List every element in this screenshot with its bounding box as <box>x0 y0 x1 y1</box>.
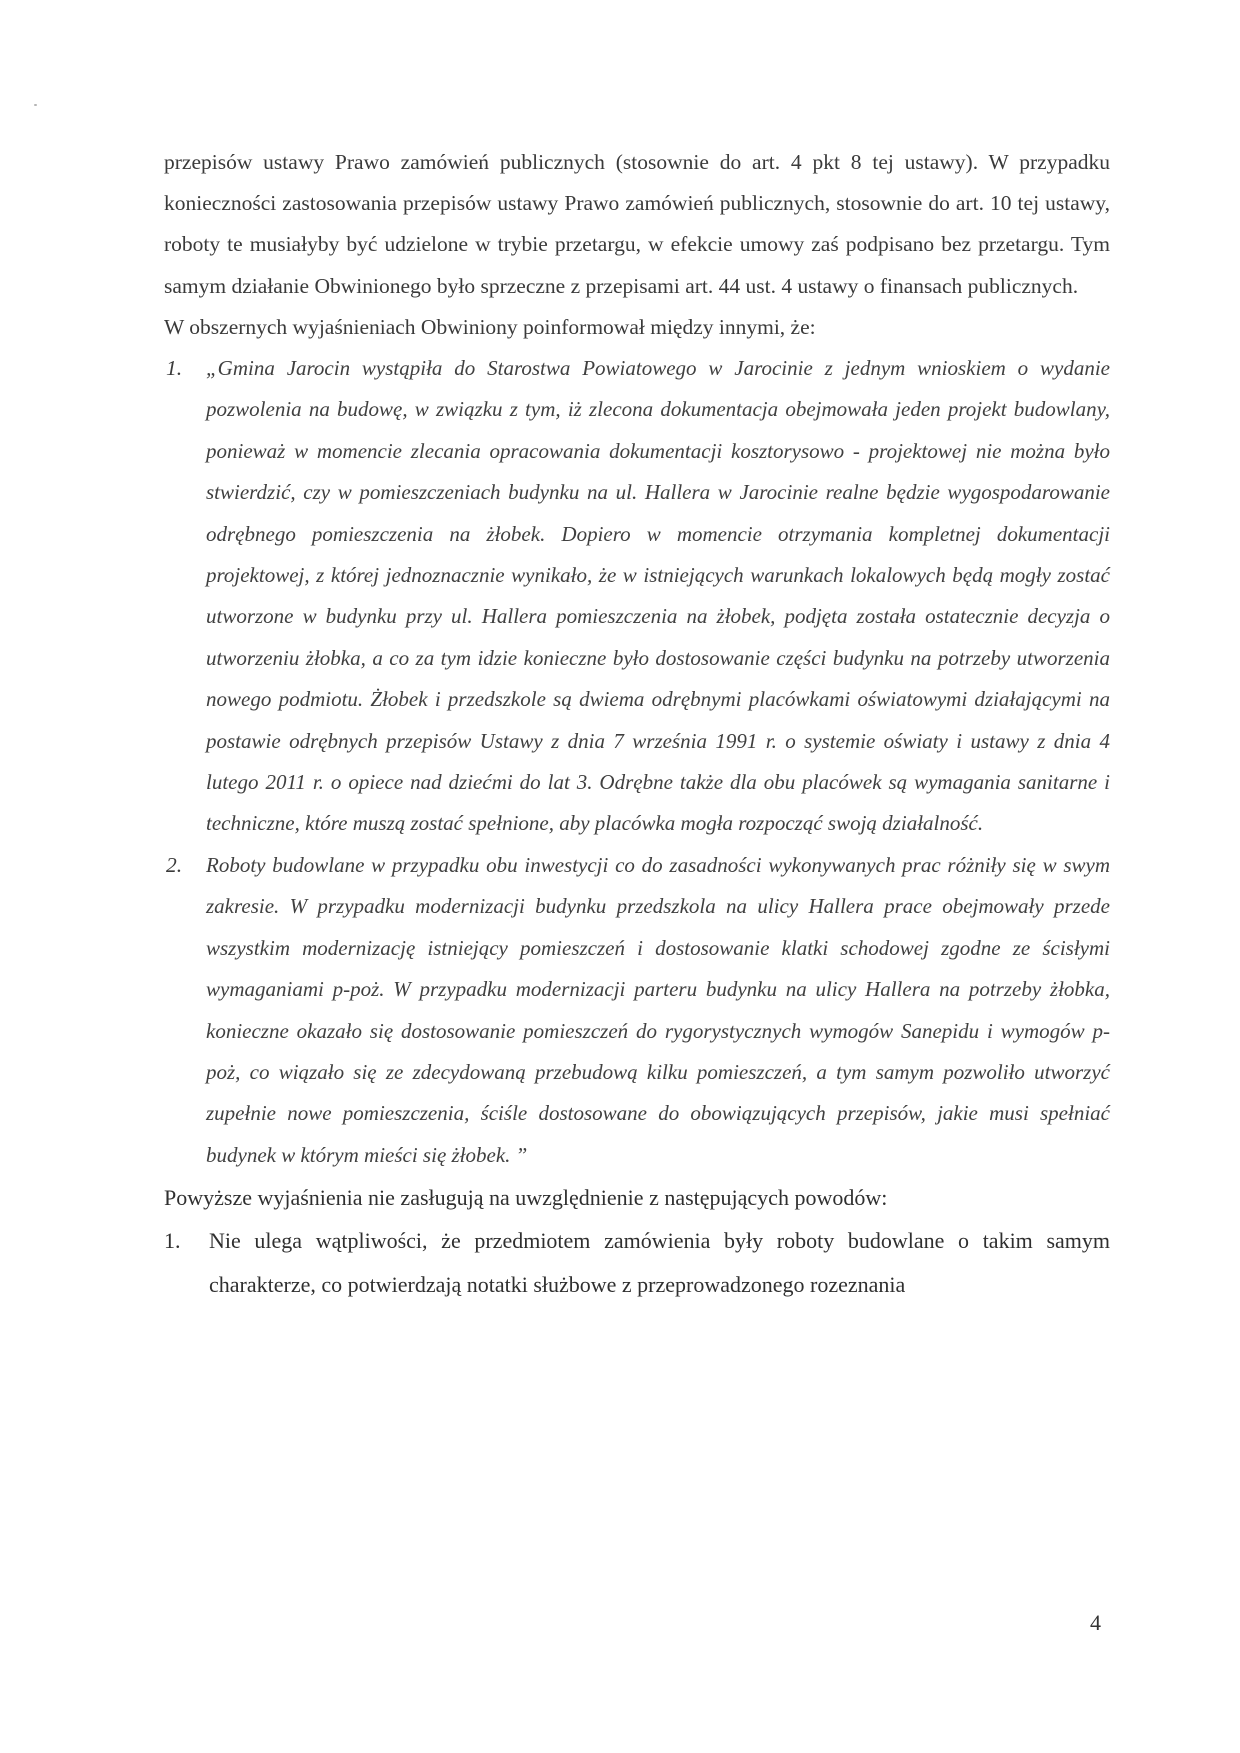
quoted-explanation-item <box>164 845 1110 1176</box>
opening-paragraph: przepisów ustawy Prawo zamówień publicznych (stosownie do art. 4 pkt 8 tej ustawy). W przypadku konieczności zastosowania przepisów ustawy Prawo zamówień publicznych, stosownie do art. 10 tej ustawy, roboty te musiałyby być udzielone w trybie przetargu, w efekcie umowy zaś podpisano bez przetargu. Tym samym działanie Obwinionego było sprzeczne z przepisami art. 44 ust. 4 ustawy o finansach publicznych. <box>164 150 1110 298</box>
explanations-intro: W obszernych wyjaśnieniach Obwiniony poinformował między innymi, że: <box>164 314 816 339</box>
reasons-intro: Powyższe wyjaśnienia nie zasługują na uwzględnienie z następujących powodów: <box>164 1185 888 1211</box>
reason-item <box>164 1219 1110 1307</box>
list-number: 1. <box>164 1228 181 1254</box>
reasons-list <box>164 1219 1110 1307</box>
reason-text: Nie ulega wątpliwości, że przedmiotem zamówienia były roboty budowlane o takim samym charakterze, co potwierdzają notatki służbowe z przeprowadzonego rozeznania <box>209 1228 1110 1298</box>
quoted-explanations-list <box>164 348 1110 1176</box>
quoted-explanation-text: „Gmina Jarocin wystąpiła do Starostwa Powiatowego w Jarocinie z jednym wnioskiem o wydanie pozwolenia na budowę, w związku z tym, iż zlecona dokumentacja obejmowała jeden projekt budowlany, ponieważ w momencie zlecania opracowania dokumentacji kosztorysowo - projektowej nie można było stwierdzić, czy w pomieszczeniach budynku na ul. Hallera w Jarocinie realne będzie wygospodarowanie odrębnego pomieszczenia na żłobek. Dopiero w momencie otrzymania kompletnej dokumentacji projektowej, z której jednoznacznie wynikało, że w istniejących warunkach lokalowych będą mogły zostać utworzone w budynku przy ul. Hallera pomieszczenia na żłobek, podjęta została ostatecznie decyzja o utworzeniu żłobka, a co za tym idzie konieczne było dostosowanie części budynku na potrzeby utworzenia nowego podmiotu. Żłobek i przedszkole są dwiema odrębnymi placówkami oświatowymi działającymi na postawie odrębnych przepisów Ustawy z dnia 7 września 1991 r. o systemie oświaty i ustawy z dnia 4 lutego 2011 r. o opiece nad dziećmi do lat 3. Odrębne także dla obu placówek są wymagania sanitarne i techniczne, które muszą zostać spełnione, aby placówka mogła rozpocząć swoją działalność. <box>206 356 1110 836</box>
quoted-explanation-item <box>164 348 1110 845</box>
quoted-explanation-text: Roboty budowlane w przypadku obu inwestycji co do zasadności wykonywanych prac różniły się w swym zakresie. W przypadku modernizacji budynku przedszkola na ulicy Hallera prace obejmowały przede wszystkim modernizację istniejący pomieszczeń i dostosowanie klatki schodowej zgodne ze ścisłymi wymaganiami p-poż. W przypadku modernizacji parteru budynku na ulicy Hallera na potrzeby żłobka, konieczne okazało się dostosowanie pomieszczeń do rygorystycznych wymogów Sanepidu i wymogów p-poż, co wiązało się ze zdecydowaną przebudową kilku pomieszczeń, a tym samym pozwoliło utworzyć zupełnie nowe pomieszczenia, ściśle dostosowane do obowiązujących przepisów, jakie musi spełniać budynek w którym mieści się żłobek. ” <box>206 852 1110 1167</box>
document-body <box>164 142 1110 1307</box>
list-number: 2. <box>166 852 183 877</box>
page-number: 4 <box>1090 1610 1101 1635</box>
list-number: 1. <box>166 356 183 381</box>
scan-speck <box>34 104 37 106</box>
reasons-section <box>164 1176 1110 1307</box>
